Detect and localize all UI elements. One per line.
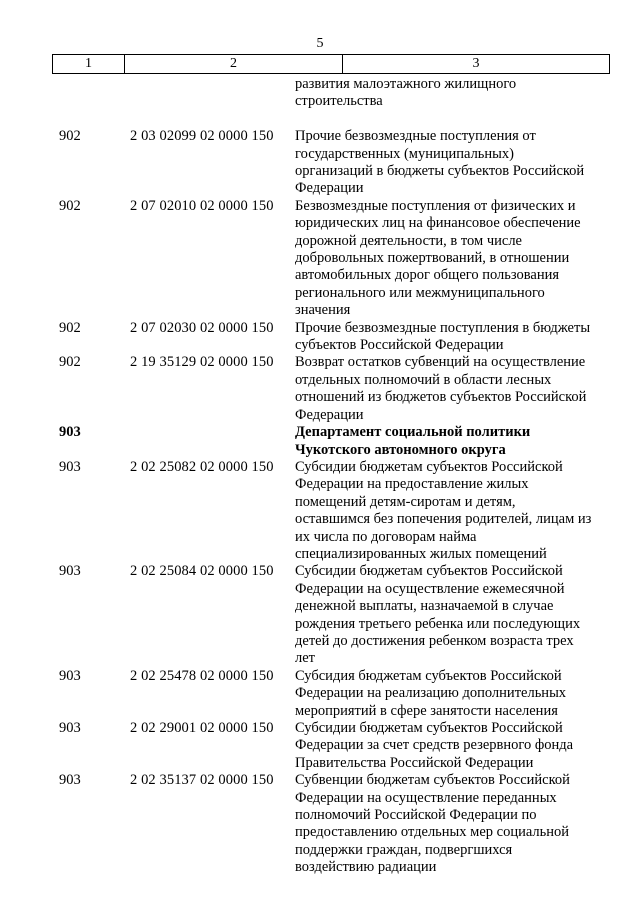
continuation-row	[0, 76, 640, 111]
text-line: отношений из бюджетов субъектов Российской	[295, 389, 587, 406]
header-col-1: 1	[85, 56, 92, 71]
text-line: государственных (муниципальных)	[295, 145, 514, 162]
admin-code: 903	[59, 720, 81, 737]
table-row	[0, 128, 640, 198]
text-line: Субвенции бюджетам субъектов Российской	[295, 772, 570, 789]
admin-code: 902	[59, 197, 81, 214]
text-line: помещений детям-сиротам и детям,	[295, 493, 516, 510]
text-line: Прочие безвозмездные поступления от	[295, 128, 536, 145]
text-line: Безвозмездные поступления от физических и	[295, 197, 576, 214]
continuation-text	[295, 76, 613, 111]
income-code: 2 02 25084 02 0000 150	[130, 563, 274, 580]
income-code: 2 07 02030 02 0000 150	[130, 319, 274, 336]
text-line: лет	[295, 650, 316, 667]
text-line: организаций в бюджеты субъектов Российской	[295, 163, 585, 180]
table-row	[0, 563, 640, 667]
income-code: 2 03 02099 02 0000 150	[130, 128, 274, 145]
text-line: Субсидия бюджетам субъектов Российской	[295, 667, 562, 684]
income-name	[295, 668, 613, 720]
income-name	[295, 720, 613, 772]
income-code: 2 02 29001 02 0000 150	[130, 720, 274, 737]
table-row	[0, 459, 640, 563]
income-name	[295, 198, 613, 320]
header-col-3: 3	[342, 55, 609, 73]
admin-code: 902	[59, 128, 81, 145]
text-line: Возврат остатков субвенций на осуществление	[295, 354, 586, 371]
text-line: Чукотского автономного округа	[295, 441, 506, 458]
text-line: воздействию радиации	[295, 859, 437, 876]
text-line: Субсидии бюджетам субъектов Российской	[295, 563, 563, 580]
text-line: Федерации на реализацию дополнительных	[295, 685, 567, 702]
text-line: специализированных жилых помещений	[295, 545, 547, 562]
table-row	[0, 320, 640, 355]
income-name	[295, 354, 613, 424]
text-line: предоставлению отдельных мер социальной	[295, 824, 570, 841]
admin-code: 903	[59, 772, 81, 789]
text-line: Федерации на осуществление переданных	[295, 789, 557, 806]
table-row	[0, 668, 640, 720]
text-line: оставшимся без попечения родителей, лицам из	[295, 511, 592, 528]
table-row	[0, 198, 640, 320]
table-row	[0, 720, 640, 772]
income-code: 2 07 02010 02 0000 150	[130, 197, 274, 214]
table-header	[52, 54, 610, 74]
section-heading-row	[0, 424, 640, 459]
income-name	[295, 128, 613, 198]
table-body	[0, 76, 640, 877]
text-line: рождения третьего ребенка или последующих	[295, 615, 581, 632]
admin-code: 902	[59, 319, 81, 336]
income-name	[295, 459, 613, 563]
text-line: строительства	[295, 93, 383, 110]
text-line: дорожной деятельности, в том числе	[295, 232, 522, 249]
text-line: Правительства Российской Федерации	[295, 754, 534, 771]
text-line: мероприятий в сфере занятости населения	[295, 702, 558, 719]
text-line: поддержки граждан, подвергшихся	[295, 841, 513, 858]
text-line: их числа по договорам найма	[295, 528, 477, 545]
admin-code: 903	[59, 667, 81, 684]
income-code: 2 02 25082 02 0000 150	[130, 458, 274, 475]
admin-code: 903	[59, 563, 81, 580]
text-line: значения	[295, 302, 351, 319]
table-row	[0, 772, 640, 876]
admin-code: 903	[59, 458, 81, 475]
admin-code: 902	[59, 354, 81, 371]
text-line: Субсидии бюджетам субъектов Российской	[295, 458, 563, 475]
text-line: Федерации на предоставление жилых	[295, 476, 529, 493]
text-line: Субсидии бюджетам субъектов Российской	[295, 720, 563, 737]
text-line: развития малоэтажного жилищного	[295, 76, 517, 92]
income-code: 2 19 35129 02 0000 150	[130, 354, 274, 371]
text-line: автомобильных дорог общего пользования	[295, 267, 560, 284]
admin-code: 903	[59, 424, 81, 441]
text-line: Департамент социальной политики	[295, 424, 531, 441]
text-line: денежной выплаты, назначаемой в случае	[295, 598, 554, 615]
text-line: регионального или межмуниципального	[295, 284, 545, 301]
text-line: юридических лиц на финансовое обеспечение	[295, 215, 581, 232]
text-line: добровольных пожертвований, в отношении	[295, 250, 570, 267]
text-line: Прочие безвозмездные поступления в бюджеты	[295, 319, 591, 336]
text-line: Федерации	[295, 406, 364, 423]
text-line: полномочий Российской Федерации по	[295, 807, 537, 824]
income-name	[295, 772, 613, 876]
text-line: Федерации	[295, 180, 364, 197]
income-name	[295, 563, 613, 667]
page-number: 5	[316, 36, 324, 51]
text-line: Федерации на осуществление ежемесячной	[295, 580, 565, 597]
income-code: 2 02 35137 02 0000 150	[130, 772, 274, 789]
header-col-2: 2	[124, 55, 342, 73]
table-row	[0, 354, 640, 424]
text-line: Федерации за счет средств резервного фонда	[295, 737, 574, 754]
income-name	[295, 320, 613, 355]
text-line: детей до достижения ребенком возраста трех	[295, 632, 574, 649]
text-line: отдельных полномочий в области лесных	[295, 371, 552, 388]
income-name	[295, 424, 613, 459]
text-line: субъектов Российской Федерации	[295, 337, 504, 354]
income-code: 2 02 25478 02 0000 150	[130, 667, 274, 684]
